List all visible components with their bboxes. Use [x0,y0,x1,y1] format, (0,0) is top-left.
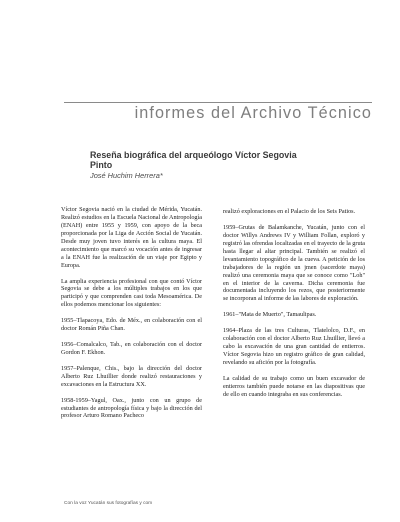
section-header: informes del Archivo Técnico [134,104,372,122]
article-author: José Huchim Herrera* [90,171,163,180]
paragraph: 1955–Tlapacoya, Edo. de Méx., en colaboración con el doctor Román Piña Chan. [61,317,202,333]
paragraph: La amplia experiencia profesional con que contó Víctor Segovia se debe a los múltiples trabajos en los que participó y que comprenden casi toda Mesoamérica. De ellos podemos mencionar los siguientes: [61,277,202,309]
paragraph: La calidad de su trabajo como un buen excavador de entierros también puede notarse en las diapositivas que de ello en cuando integraba en sus conferencias. [223,374,365,398]
paragraph: 1957–Palenque, Chis., bajo la dirección del doctor Alberto Ruz Lhuillier donde realizó restauraciones y excavaciones en la Estructura XX. [61,364,202,388]
header-rule [64,102,372,103]
footer-note: Con la voz Yucatán sus fotografías y com [64,501,153,506]
paragraph: 1958-1959–Yagul, Oax., junto con un grupo de estudiantes de antropología física y bajo la dirección del profesor Arturo Romano Pacheco [61,396,202,420]
left-column [61,206,202,420]
article-title: Reseña biográfica del arqueólogo Víctor Segovia Pinto [90,150,297,170]
paragraph: 1959–Grutas de Balamkanche, Yucatán, junto con el doctor Willys Andrews IV y William Follan, exploró y registró las ofrendas localizadas en el trayecto de la gruta hasta llegar al altar principal. También se realizó el levantamiento topográfico de la cueva. A petición de los trabajadores de la región un jmen (sacerdote maya) realizó una ceremonia maya que se conoce como "Loh" en el interior de la caverna. Dicha ceremonia fue documentada incluyendo los rezos, que posteriormente se incorporan al informe de las labores de exploración. [223,223,365,303]
paragraph: 1964–Plaza de las tres Culturas, Tlatelolco, D.F., en colaboración con el doctor Alberto Ruz Lhuillier, llevó a cabo la excavación de una gran cantidad de entierros. Víctor Segovia hizo un registro gráfico de gran calidad, revelando su afición por la fotografía. [223,327,365,366]
paragraph: realizó exploraciones en el Palacio de los Seis Patios. [223,208,356,215]
paragraph: 1956–Comalcalco, Tab., en colaboración con el doctor Gordon F. Ekhon. [61,341,202,356]
paragraph: Víctor Segovia nació en la ciudad de Mérida, Yucatán. Realizó estudios en la Escuela Nacional de Antropología (ENAH) entre 1955 y 1959, con apoyo de la beca proporcionada por la Liga de Acción Social de Yucatán. Desde muy joven tuvo interés en la cultura maya. El acontecimiento que marcó su vocación antes de ingresar a la ENAH fue la realización de un viaje por Egipto y Europa. [61,206,202,269]
right-column [223,208,365,399]
paragraph: 1961–"Mata de Muerto", Tamaulipas. [223,311,317,319]
